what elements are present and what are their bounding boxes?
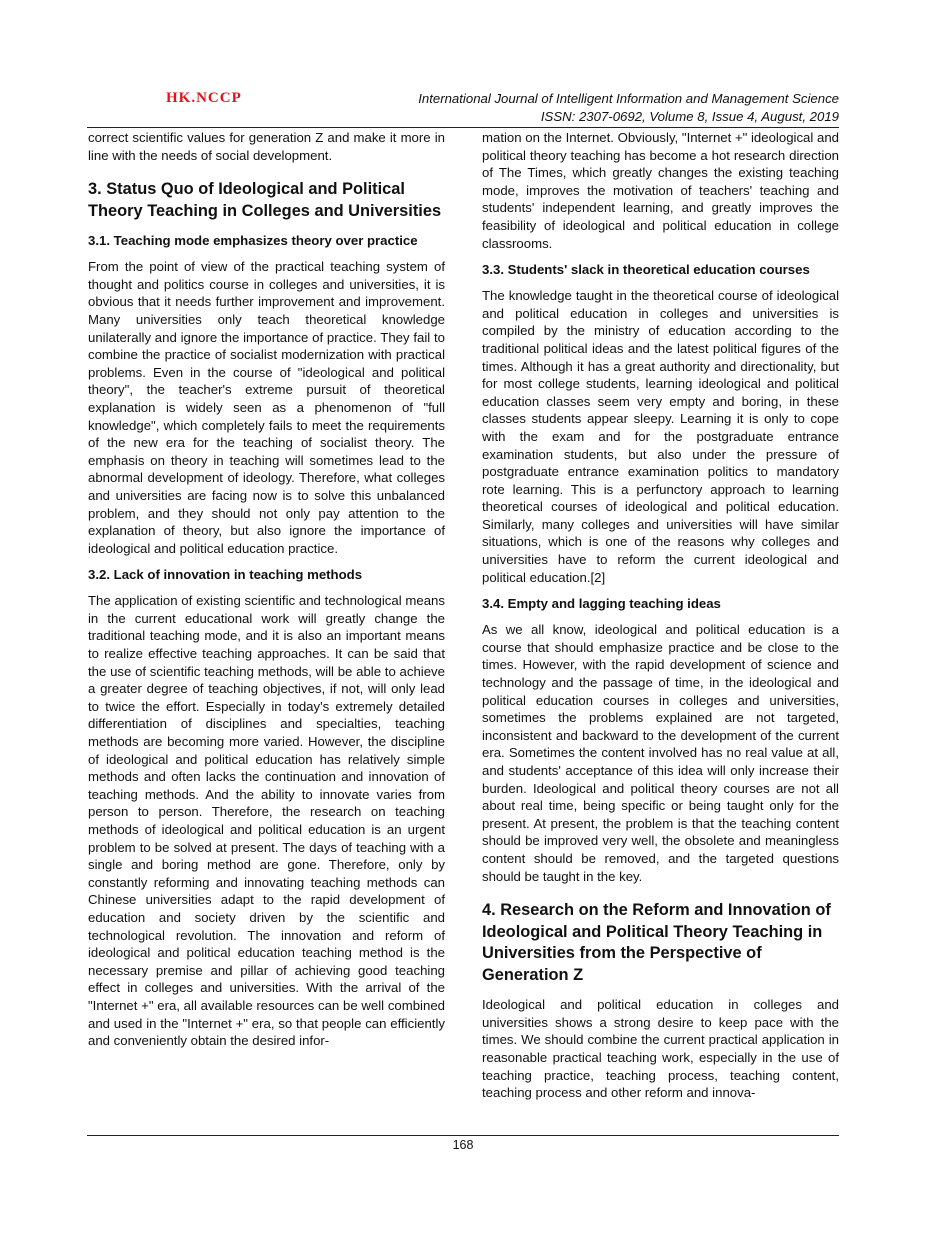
header-divider xyxy=(87,127,839,128)
section-3-4-heading: 3.4. Empty and lagging teaching ideas xyxy=(482,596,721,612)
section-3-3-text: The knowledge taught in the theoretical course of ideological and political education in colleges and universities is compiled by the ministry of education according to the traditional political ideas and the latest political figures of the times. Although it has a great authority and directionality, but for most college students, learning ideological and political education classes seem very empty and boring, in these classes students appear sleepy. Learning it is only to cope with the exam and for the postgraduate entrance examination students, but also under the pressure of postgraduate entrance examination politics to mandatory rote learning. This is a perfunctory approach to learning theoretical courses of ideological and political education. Similarly, many colleges and universities will have similar situations, which is one of the reasons why colleges and universities have to reform the current ideological and political education.[2] xyxy=(482,288,839,585)
section-3-4-text: As we all know, ideological and political education is a course that should emphasize practice and be close to the times. However, with the rapid development of science and technology and the passage of time, in the ideological and political education courses in colleges and universities, sometimes the problems explained are not targeted, inconsistent and backward to the development of the current era. Sometimes the content involved has no real value at all, and students' acceptance of this idea will only increase their burden. Ideological and political theory courses are not all about real time, being specific or being taught only for the present. At present, the problem is that the teaching content should be improved very well, the obsolete and meaningless content should be removed, and the targeted questions should be taught in the key. xyxy=(482,622,839,884)
right-column xyxy=(482,129,839,1102)
section-3-2-text: The application of existing scientific and technological means in the current educational work will greatly change the traditional teaching mode, and it is also an important means to realize effective teaching approaches. It can be said that the use of scientific teaching methods, will be able to achieve a greater degree of teaching objectives, if not, will only lead to twice the effort. Especially in today's extremely detailed differentiation of disciplines and specialties, teaching methods are becoming more varied. However, the discipline of ideological and political education has relatively simple methods and often lacks the continuation and innovation of teaching methods. And the ability to innovate varies from person to person. Therefore, the research on teaching methods of ideological and political education is an urgent problem to be solved at present. The days of teaching with a single and boring method are gone. Therefore, only by constantly reforming and innovating teaching methods can Chinese universities adapt to the rapid development of education and society driven by the scientific and technological revolution. The innovation and reform of ideological and political education teaching method is the necessary premise and pillar of achieving good teaching effect in colleges and universities. With the arrival of the "Internet +" era, all available resources can be well combined and used in the "Internet +" era, so that people can efficiently and conveniently obtain the desired infor- xyxy=(88,593,445,1049)
section-3-1-heading: 3.1. Teaching mode emphasizes theory over practice xyxy=(88,233,418,249)
section-3-3-heading: 3.3. Students' slack in theoretical education courses xyxy=(482,262,810,278)
footer-divider xyxy=(87,1135,839,1136)
journal-header xyxy=(418,90,839,125)
paragraph-continued: mation on the Internet. Obviously, "Internet +" ideological and political theory teaching has become a hot research direction of The Times, which greatly changes the existing teaching mode, improves the motivation of teachers' teaching and students' independent learning, and greatly improves the feasibility of ideological and political education in college classrooms. xyxy=(482,130,839,251)
publisher-logo: HK.NCCP xyxy=(166,90,242,106)
section-4-text: Ideological and political education in colleges and universities shows a strong desire to keep pace with the times. We should combine the current practical application in reasonable practical teaching work, especially in the use of teaching practice, teaching process, teaching content, teaching process and other reform and innova- xyxy=(482,997,839,1101)
section-3-2-heading: 3.2. Lack of innovation in teaching methods xyxy=(88,567,363,583)
journal-title: International Journal of Intelligent Information and Management Science xyxy=(418,91,839,106)
journal-issue: ISSN: 2307-0692, Volume 8, Issue 4, August, 2019 xyxy=(540,108,839,124)
paragraph-continued: correct scientific values for generation Z and make it more in line with the needs of social development. xyxy=(88,130,445,163)
section-4-heading: 4. Research on the Reform and Innovation of Ideological and Political Theory Teaching in Universities from the Perspective of Generation Z xyxy=(482,901,831,984)
section-3-1-text: From the point of view of the practical teaching system of thought and politics course in colleges and universities, it is obvious that it needs further improvement and improvement. Many universities only teach theoretical knowledge unilaterally and ignore the importance of practice. They fail to combine the practice of socialist modernization with practical problems. Even in the course of "ideological and political theory", the teacher's extreme pursuit of theoretical explanation is widely seen as a phenomenon of "full knowledge", which completely fails to meet the requirements of the new era for the teaching of socialist theory. The emphasis on theory in teaching will sometimes lead to the abnormal development of ideology. Therefore, what colleges and universities are facing now is to solve this unbalanced problem, and they should not only pay attention to the explanation of theory, but also ignore the importance of ideological and political education practice. xyxy=(88,259,445,556)
left-column xyxy=(88,129,445,1050)
page-number: 168 xyxy=(452,1138,474,1152)
section-3-heading: 3. Status Quo of Ideological and Political Theory Teaching in Colleges and Universities xyxy=(88,180,442,220)
